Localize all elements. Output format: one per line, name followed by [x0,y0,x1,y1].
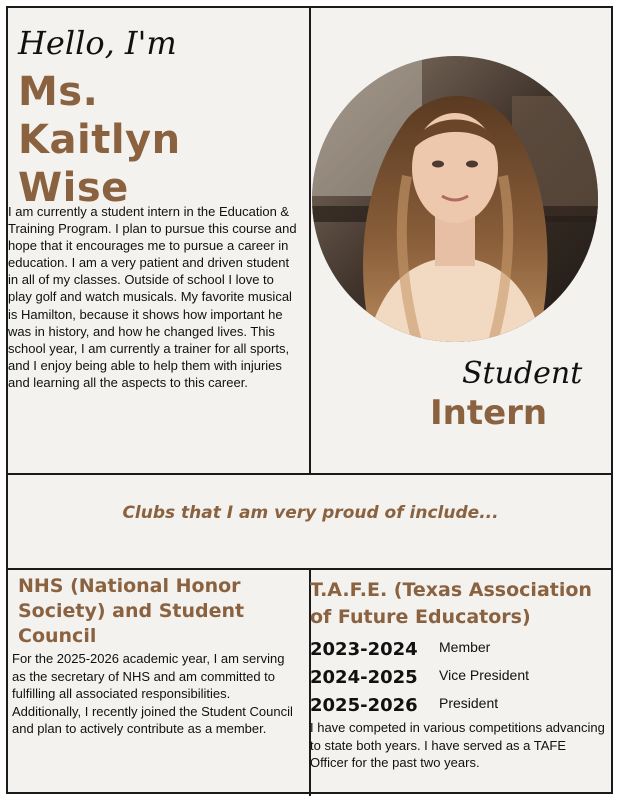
nhs-heading: NHS (National Honor Society) and Student Council [18,575,245,647]
tafe-heading: T.A.F.E. (Texas Association of Future Educators) [310,579,592,628]
bio-paragraph: I am currently a student intern in the Education & Training Program. I plan to pursue this course and hope that it encourages me to pursue a career in education. I am a very patient and driven student in all of my classes. Outside of school I love to play golf and watch musicals. My favorite musical is Hamilton, because it shows how important he was in history, and how he changed lives. This school year, I am currently a trainer for all sports, and I enjoy being able to help them with injuries and learning all the aspects to this career. [8,204,297,390]
role-line-intern: Intern [430,393,548,433]
role-line-student: Student [462,356,583,391]
top-column-divider [309,8,311,473]
greeting: Hello, I'm [18,24,177,62]
portrait-illustration [312,56,598,342]
top-section-divider [8,473,611,475]
tafe-role-title: Member [439,639,491,655]
tafe-role-title: Vice President [439,667,530,683]
name-first: Kaitlyn [18,117,181,163]
tafe-role-title: President [439,695,499,711]
clubs-intro-heading: Clubs that I am very proud of include... [122,503,499,523]
profile-photo [312,56,598,342]
name-last: Wise [18,165,129,211]
nhs-paragraph: For the 2025-2026 academic year, I am serving as the secretary of NHS and am committed to fulfilling all associated responsibilities. Additionally, I recently joined the Student Council and plan to actively contribute as a member. [12,651,293,736]
tafe-role-year: 2024-2025 [310,667,418,688]
tafe-role-year: 2025-2026 [310,695,418,716]
name-title: Ms. [18,69,99,115]
tafe-role-year: 2023-2024 [310,639,418,660]
tafe-paragraph: I have competed in various competitions advancing to state both years. I have served as a TAFE Officer for the past two years. [310,720,605,770]
